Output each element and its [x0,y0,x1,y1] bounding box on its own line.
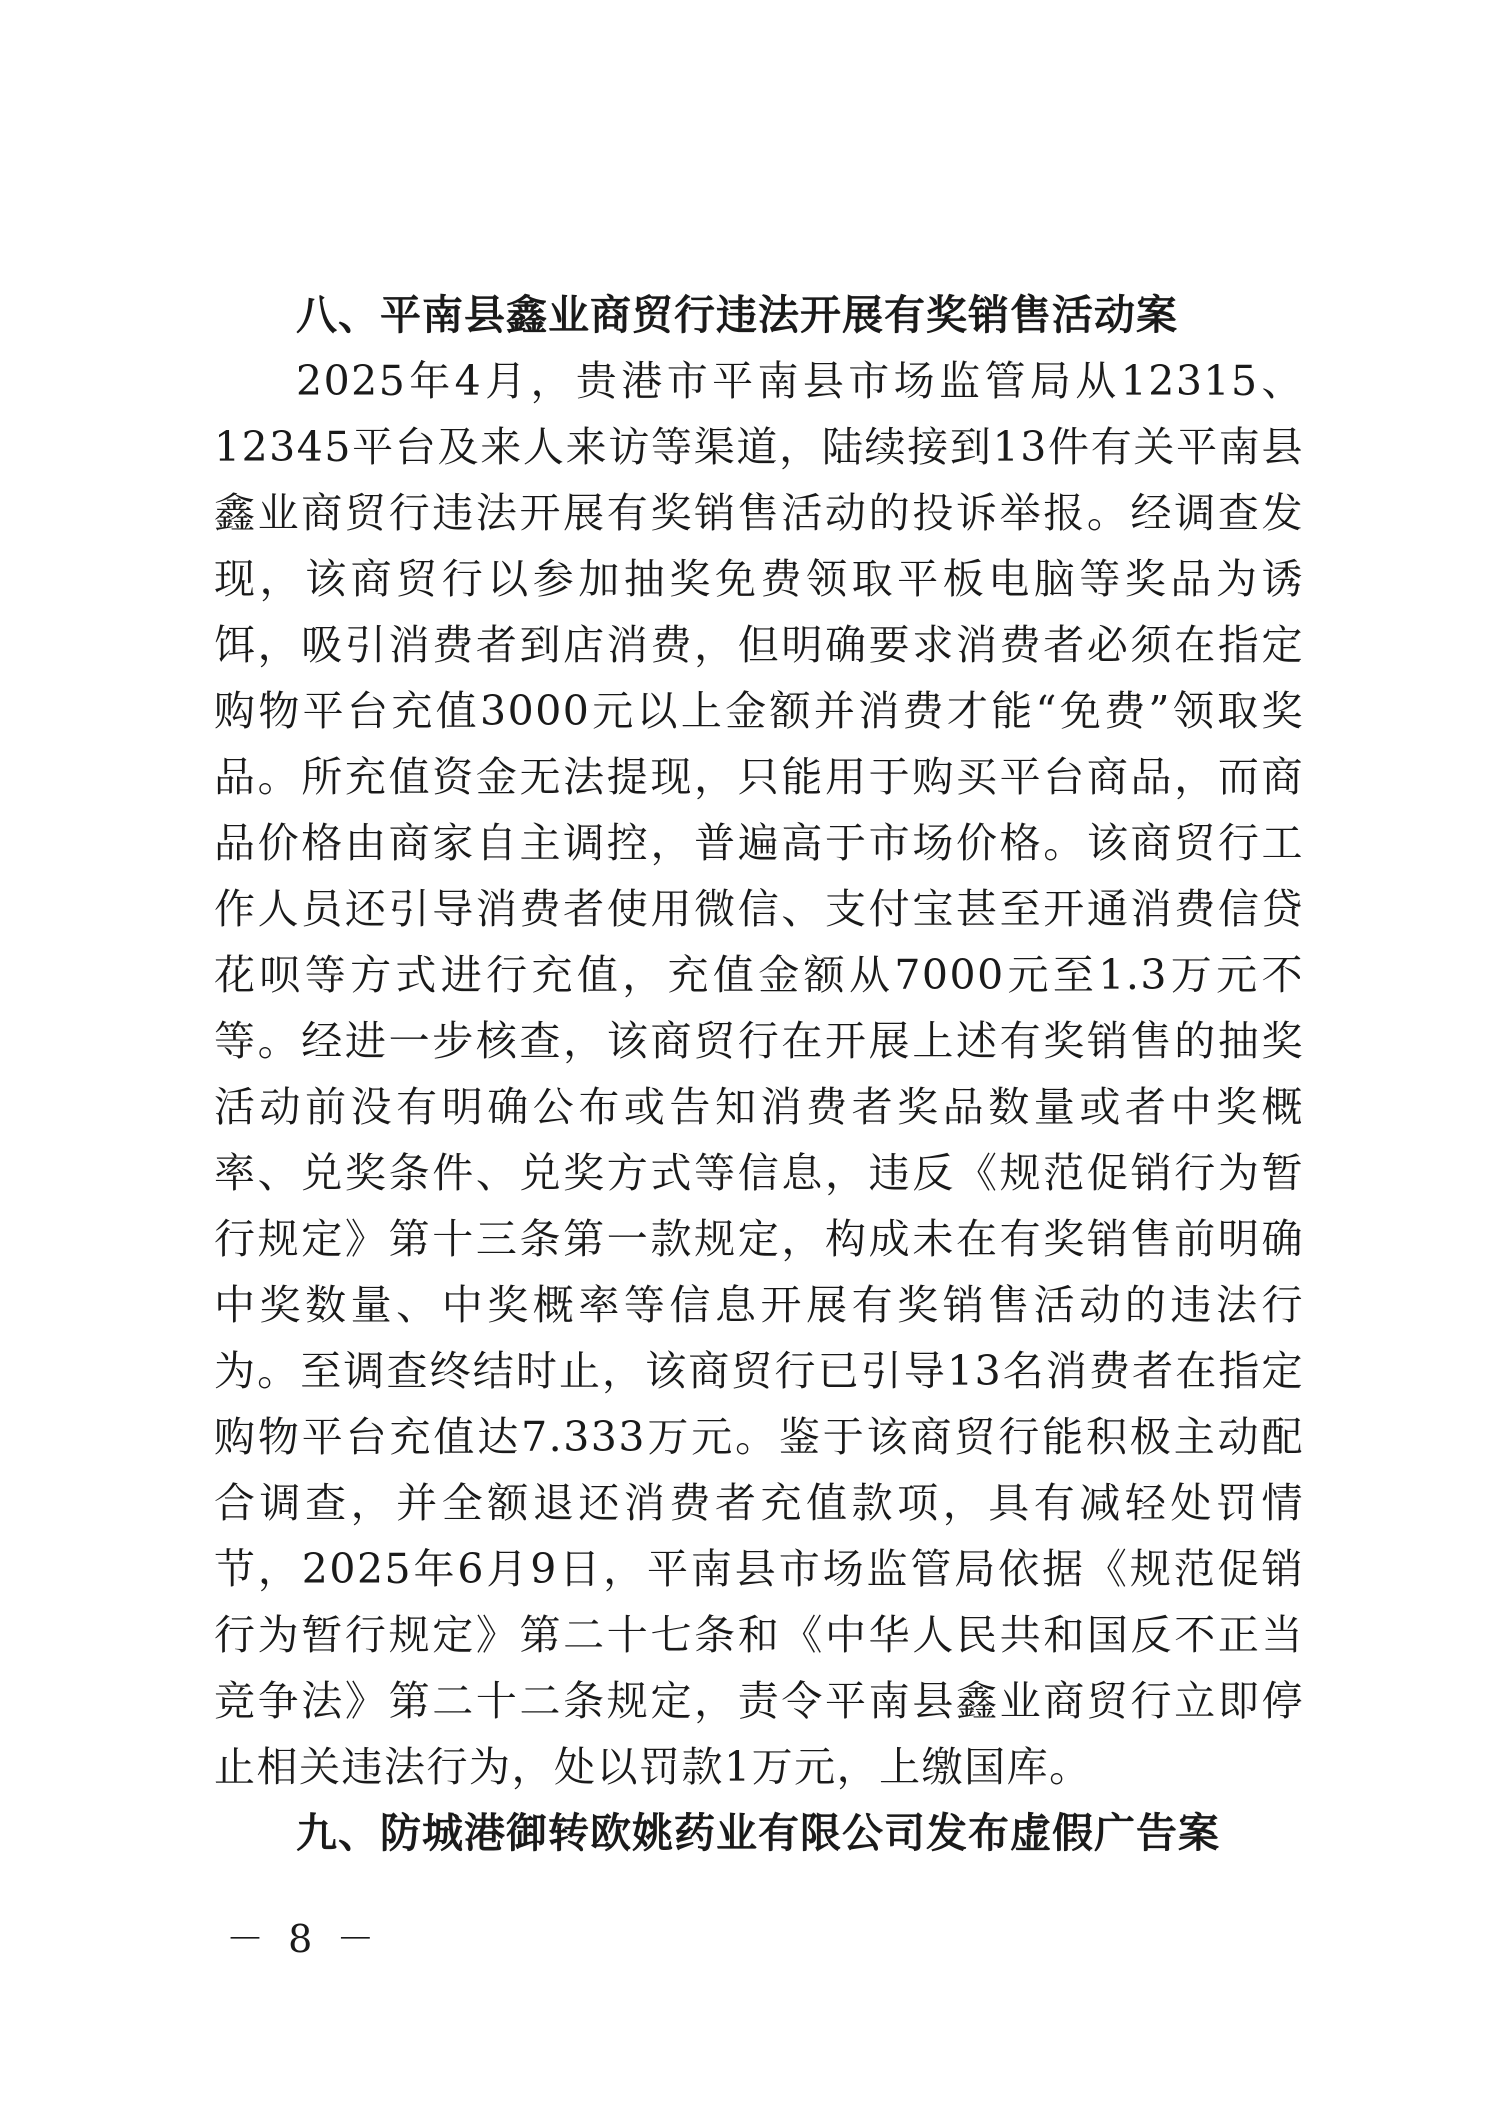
section-8-heading: 八、平南县鑫业商贸行违法开展有奖销售活动案 [296,291,1178,339]
section-9-heading: 九、防城港御转欧姚药业有限公司发布虚假广告案 [296,1809,1220,1857]
section-8-body: 2025年4月，贵港市平南县市场监管局从12315、12345平台及来人来访等渠道，陆续接到13件有关平南县鑫业商贸行违法开展有奖销售活动的投诉举报。经调查发现，该商贸行以参加抽奖免费领取平板电脑等奖品为诱饵，吸引消费者到店消费，但明确要求消费者必须在指定购物平台充值3000元以上金额并消费才能“免费”领取奖品。所充值资金无法提现，只能用于购买平台商品，而商品价格由商家自主调控，普遍高于市场价格。该商贸行工作人员还引导消费者使用微信、支付宝甚至开通消费信贷花呗等方式进行充值，充值金额从7000元至1.3万元不等。经进一步核查，该商贸行在开展上述有奖销售的抽奖活动前没有明确公布或告知消费者奖品数量或者中奖概率、兑奖条件、兑奖方式等信息，违反《规范促销行为暂行规定》第十三条第一款规定，构成未在有奖销售前明确中奖数量、中奖概率等信息开展有奖销售活动的违法行为。至调查终结时止，该商贸行已引导13名消费者在指定购物平台充值达7.333万元。鉴于该商贸行能积极主动配合调查，并全额退还消费者充值款项，具有减轻处罚情节，2025年6月9日，平南县市场监管局依据《规范促销行为暂行规定》第二十七条和《中华人民共和国反不正当竞争法》第二十二条规定，责令平南县鑫业商贸行立即停止相关违法行为，处以罚款1万元，上缴国库。 [214,357,1304,1791]
document-content [214,282,1304,1866]
page-number: － 8 － [226,1917,381,1961]
